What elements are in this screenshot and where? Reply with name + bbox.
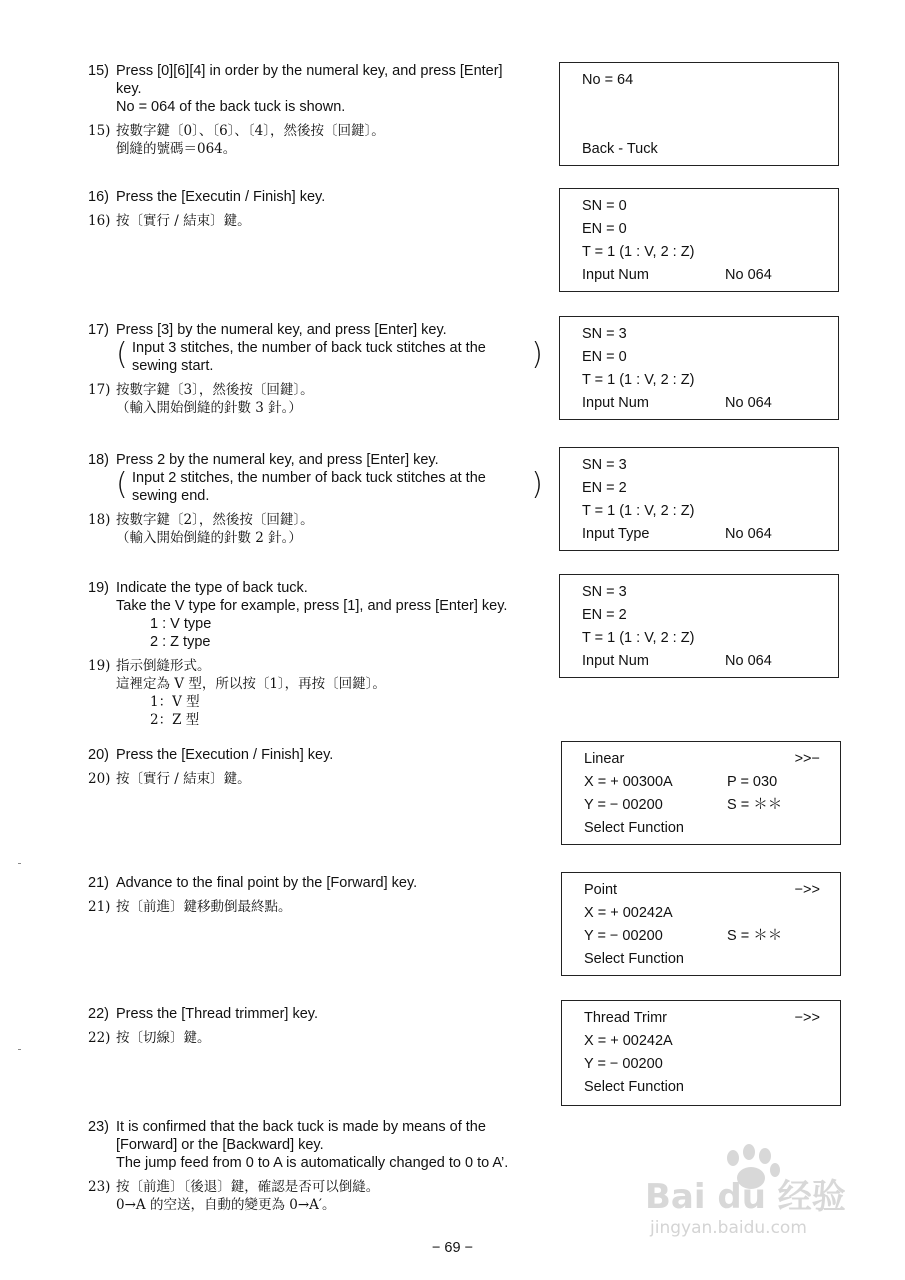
step-17-note: ( ) Input 3 stitches, the number of back tuck stitches at the sewing start. [116,337,543,374]
display-line: Y = − 00200 [584,797,663,813]
page-number: − 69 − [431,1240,474,1256]
display-value: −>> [794,1010,820,1026]
watermark-brand: Bai du 经验 [645,1177,846,1217]
display-line: SN = 3 [582,584,627,600]
step-20: 20) Press the [Execution / Finish] key. 20) 按〔實行 / 結束〕鍵。 [88,747,334,787]
display-line: SN = 0 [582,198,627,214]
display-value: −>> [794,882,820,898]
display-line: X = + 00300A [584,774,673,790]
watermark-url: jingyan.baidu.com [650,1218,807,1238]
step-17: 17) Press [3] by the numeral key, and press [Enter] key. ( ) Input 3 stitches, the number of back tuck stitches at the sewing start. 17) 按數字鍵〔3〕，然後按〔回鍵〕。 （輸入開始倒縫的針數 3 針。） [88,322,543,416]
display-line: T = 1 (1 : V, 2 : Z) [582,372,695,388]
step-18-note: ( ) Input 2 stitches, the number of back tuck stitches at the sewing end. [116,467,543,504]
display-line: No = 64 [582,72,634,88]
display-panel-1 [559,62,839,166]
margin-mark [18,863,21,864]
display-panel-8 [561,1000,841,1106]
display-line: Input Num [582,653,649,669]
display-value: >>− [794,751,820,767]
display-panel-5 [559,574,839,678]
display-line: EN = 2 [582,607,627,623]
step-18: 18) Press 2 by the numeral key, and press [Enter] key. ( ) Input 2 stitches, the number of back tuck stitches at the sewing end. 18) 按數字鍵〔2〕，然後按〔回鍵〕。 （輸入開始倒縫的針數 2 針。） [88,452,543,546]
display-line: T = 1 (1 : V, 2 : Z) [582,630,695,646]
display-line: X = + 00242A [584,1033,673,1049]
display-line: Select Function [584,1079,684,1095]
step-22: 22) Press the [Thread trimmer] key. 22) 按〔切線〕鍵。 [88,1006,318,1046]
display-line: T = 1 (1 : V, 2 : Z) [582,503,695,519]
display-line: Select Function [584,951,684,967]
display-panel-3 [559,316,839,420]
step-21: 21) Advance to the final point by the [Forward] key. 21) 按〔前進〕鍵移動倒最終點。 [88,875,418,915]
display-panel-2 [559,188,839,292]
display-line: Input Type [582,526,650,542]
display-line: Back - Tuck [582,141,658,157]
display-line: Linear [584,751,625,767]
display-value: No 064 [725,395,772,411]
display-line: SN = 3 [582,326,627,342]
display-line: T = 1 (1 : V, 2 : Z) [582,244,695,260]
display-line: EN = 0 [582,349,627,365]
display-line: EN = 2 [582,480,627,496]
display-line: Input Num [582,267,649,283]
display-line: SN = 3 [582,457,627,473]
display-line: Thread Trimr [584,1010,667,1026]
display-line: Point [584,882,618,898]
display-value: P = 030 [727,774,778,790]
display-value: S = ＊＊ [727,928,783,944]
display-panel-7 [561,872,841,976]
step-23: 23) It is confirmed that the back tuck is made by means of the [Forward] or the [Backward] key. The jump feed from 0 to A is automatically changed to 0 to A’. 23) 按〔前進〕〔後退〕鍵，確認是否可以倒縫。 0→A 的空送，自動的變更為 0→A′。 [88,1119,509,1213]
display-line: Y = − 00200 [584,1056,663,1072]
display-line: Select Function [584,820,684,836]
display-line: EN = 0 [582,221,627,237]
display-line: Input Num [582,395,649,411]
display-value: No 064 [725,267,772,283]
step-15: 15) Press [0][6][4] in order by the numeral key, and press [Enter] key. No = 064 of the back tuck is shown. 15) 按數字鍵〔0〕、〔6〕、〔4〕，然後按〔回鍵〕。 倒縫的號碼＝064。 [88,63,503,157]
display-panel-6 [561,741,841,845]
display-value: S = ＊＊ [727,797,783,813]
step-19: 19) Indicate the type of back tuck. Take the V type for example, press [1], and press [Enter] key. 1 : V type 2 : Z type 19) 指示倒縫形式。 這裡定為 V 型，所以按〔1〕，再按〔回鍵〕。 1：V 型 2：Z 型 [88,580,508,728]
display-value: No 064 [725,526,772,542]
display-line: X = + 00242A [584,905,673,921]
step-16: 16) Press the [Executin / Finish] key. 16) 按〔實行 / 結束〕鍵。 [88,189,326,229]
display-line: Y = − 00200 [584,928,663,944]
margin-mark [18,1049,21,1050]
display-panel-4 [559,447,839,551]
display-value: No 064 [725,653,772,669]
